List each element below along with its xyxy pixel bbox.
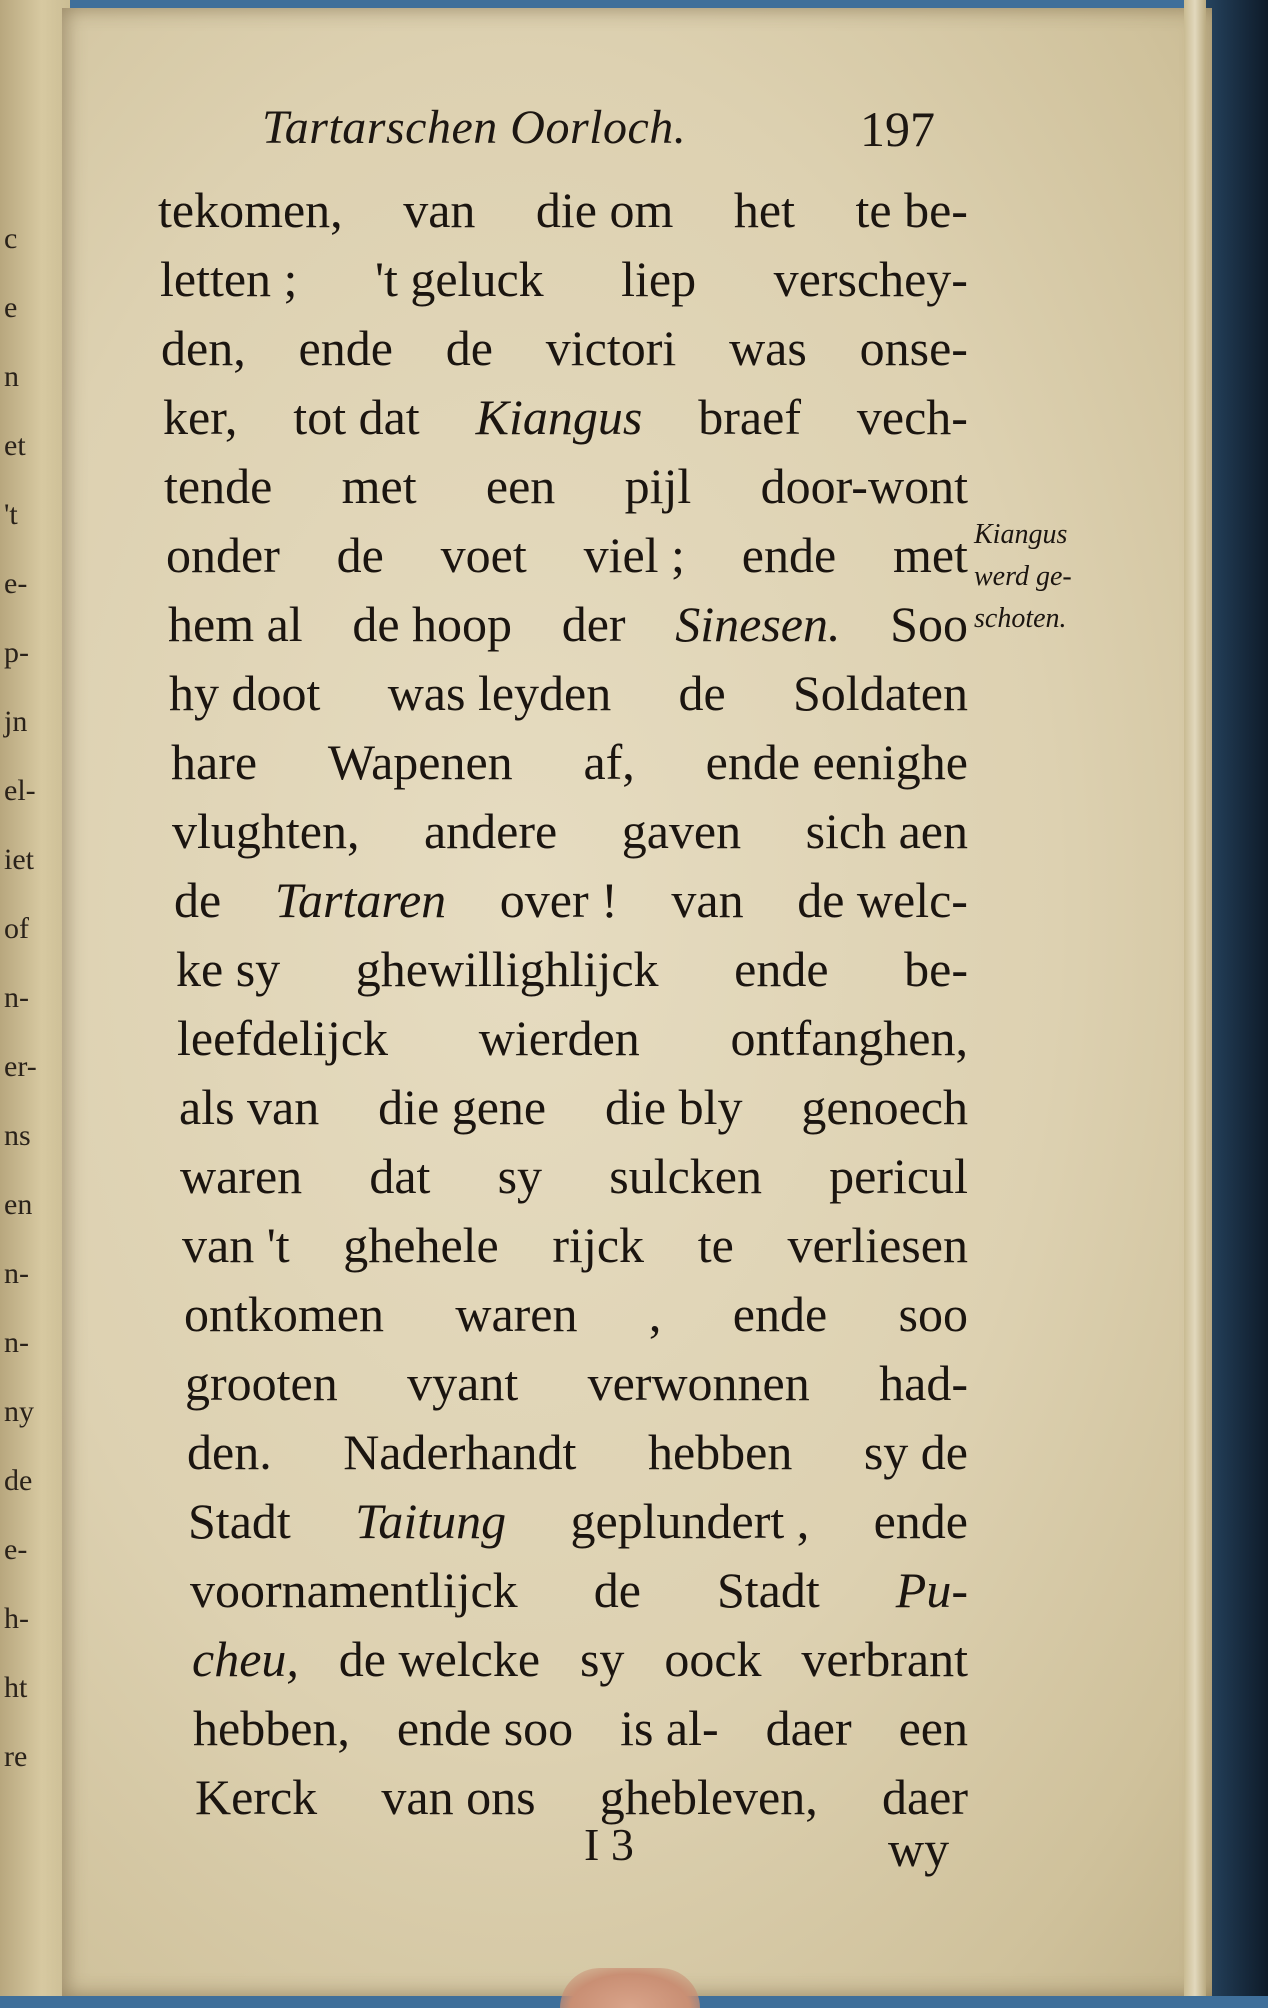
text-line — [158, 797, 968, 866]
word: de welcke — [338, 1631, 541, 1687]
word: hy doot — [169, 665, 321, 721]
text-line — [158, 1142, 968, 1211]
word: Kerck — [195, 1769, 318, 1825]
word: sy — [497, 1148, 543, 1204]
word: soo — [898, 1286, 968, 1342]
word: der — [561, 596, 626, 652]
word: hem al — [168, 596, 303, 652]
word: onder — [166, 527, 280, 583]
word: liep — [621, 251, 697, 307]
left-page-fragment: c — [4, 222, 18, 255]
text-line — [158, 1487, 968, 1556]
text-line — [158, 314, 968, 383]
word: voet — [440, 527, 527, 583]
word: verbrant — [801, 1631, 968, 1687]
left-page-fragment: iet — [4, 843, 34, 876]
word: geplundert , — [570, 1493, 810, 1549]
word: genoech — [801, 1079, 968, 1135]
left-page-fragment: p- — [4, 636, 29, 669]
text-line — [158, 245, 968, 314]
word: tekomen, — [158, 182, 343, 238]
word: daer — [765, 1700, 852, 1756]
word: hare — [171, 734, 258, 790]
word: vech- — [856, 389, 968, 445]
word: de — [174, 872, 222, 928]
word: van 't — [182, 1217, 290, 1273]
word: braef — [698, 389, 801, 445]
left-page-fragment: of — [4, 912, 29, 945]
catchword: wy — [888, 1821, 950, 1877]
word: sy — [579, 1631, 625, 1687]
word: met — [892, 527, 968, 583]
word: tende — [164, 458, 273, 514]
word: Tartaren — [274, 872, 447, 928]
word: had- — [879, 1355, 968, 1411]
word: pericul — [829, 1148, 968, 1204]
text-line — [158, 935, 968, 1004]
word: andere — [423, 803, 558, 859]
page-number: 197 — [860, 101, 935, 157]
word: af, — [583, 734, 635, 790]
signature-mark: I 3 — [584, 1819, 634, 1870]
word: was — [729, 320, 807, 376]
left-page-fragment: en — [4, 1188, 33, 1221]
word: is al- — [620, 1700, 719, 1756]
word: sulcken — [609, 1148, 762, 1204]
left-page-edge — [0, 0, 70, 1996]
left-page-fragment: h- — [4, 1602, 29, 1635]
text-line — [158, 176, 968, 245]
word: ghehele — [343, 1217, 499, 1273]
word: Naderhandt — [343, 1424, 577, 1480]
text-line — [158, 1625, 968, 1694]
text-line — [158, 452, 968, 521]
word: een — [485, 458, 556, 514]
word: sich aen — [805, 803, 968, 859]
text-line — [158, 590, 968, 659]
word: grooten — [185, 1355, 338, 1411]
word: ghebleven, — [599, 1769, 818, 1825]
word: ontkomen — [184, 1286, 384, 1342]
word: te be- — [855, 182, 968, 238]
word: ende — [741, 527, 837, 583]
word: die gene — [378, 1079, 547, 1135]
left-page-fragment: er- — [4, 1050, 37, 1083]
margin-note-line: werd ge- — [974, 561, 1072, 592]
word: ende — [873, 1493, 968, 1549]
left-page-fragment: et — [4, 429, 26, 462]
word: te — [697, 1217, 734, 1273]
thumb — [560, 1968, 700, 2008]
running-head: Tartarschen Oorloch. — [262, 101, 687, 154]
word: ende — [298, 320, 393, 376]
margin-note-line: Kiangus — [974, 519, 1068, 550]
word: een — [898, 1700, 968, 1756]
text-line — [158, 1280, 968, 1349]
word: den. — [187, 1424, 272, 1480]
left-page-fragment: el- — [4, 774, 36, 807]
left-page-fragment: e- — [4, 1533, 28, 1566]
left-page-fragment: n- — [4, 1257, 29, 1290]
word: ende eenighe — [705, 734, 968, 790]
word: pijl — [624, 458, 692, 514]
text-line — [158, 1694, 968, 1763]
text-line — [158, 521, 968, 590]
word: die bly — [605, 1079, 743, 1135]
word: verschey- — [773, 251, 968, 307]
word: die om — [535, 182, 674, 238]
text-line — [158, 1211, 968, 1280]
text-line — [158, 728, 968, 797]
left-page-fragment: ns — [4, 1119, 31, 1152]
body-text — [158, 176, 968, 1832]
word: de — [445, 320, 493, 376]
word: de — [593, 1562, 641, 1618]
word: cheu, — [192, 1631, 299, 1687]
word: ke sy — [176, 941, 281, 997]
page-fore-edge — [1184, 0, 1206, 1996]
word: victori — [545, 320, 677, 376]
word: wierden — [478, 1010, 640, 1066]
left-page-fragment: e — [4, 291, 18, 324]
word: van ons — [381, 1769, 536, 1825]
word: Taitung — [355, 1493, 507, 1549]
text-line — [158, 1349, 968, 1418]
word: met — [341, 458, 417, 514]
left-page-fragment: n — [4, 360, 19, 393]
word: Stadt — [188, 1493, 291, 1549]
word: door-wont — [760, 458, 968, 514]
text-line — [158, 1556, 968, 1625]
word: gaven — [621, 803, 742, 859]
word: was leyden — [387, 665, 612, 721]
word: de — [678, 665, 726, 721]
word: ende — [734, 941, 829, 997]
word: als van — [179, 1079, 320, 1135]
word: Stadt — [716, 1562, 820, 1618]
word: ontfanghen, — [730, 1010, 968, 1066]
word: vyant — [407, 1355, 519, 1411]
word: hebben, — [193, 1700, 350, 1756]
word: , — [648, 1286, 662, 1342]
word: de hoop — [352, 596, 513, 652]
text-line — [158, 1418, 968, 1487]
word: van — [671, 872, 744, 928]
left-page-fragment: ht — [4, 1671, 28, 1704]
word: 't geluck — [374, 251, 544, 307]
word: verliesen — [787, 1217, 968, 1273]
word: vlughten, — [172, 803, 360, 859]
word: be- — [904, 941, 968, 997]
left-page-fragment: de — [4, 1464, 33, 1497]
word: Sinesen. — [675, 596, 841, 652]
left-page-fragment: 't — [4, 498, 18, 531]
word: de welc- — [797, 872, 968, 928]
text-line — [158, 866, 968, 935]
word: ghewillighlijck — [355, 941, 659, 997]
book-page — [62, 8, 1212, 1996]
word: van — [403, 182, 476, 238]
text-line — [158, 1763, 968, 1832]
left-page-fragment: re — [4, 1740, 28, 1773]
word: leefdelijck — [177, 1010, 388, 1066]
word: voornamentlijck — [190, 1562, 518, 1618]
word: Pu- — [895, 1562, 968, 1618]
word: onse- — [859, 320, 968, 376]
word: tot dat — [293, 389, 420, 445]
left-page-fragment: n- — [4, 1326, 29, 1359]
text-line — [158, 383, 968, 452]
left-page-fragment: e- — [4, 567, 28, 600]
word: oock — [664, 1631, 762, 1687]
word: Soo — [890, 596, 968, 652]
word: de — [336, 527, 384, 583]
word: verwonnen — [587, 1355, 810, 1411]
left-page-fragment: ny — [4, 1395, 34, 1428]
text-line — [158, 1073, 968, 1142]
word: ker, — [163, 389, 238, 445]
left-page-fragment: jn — [4, 705, 28, 738]
word: waren — [455, 1286, 578, 1342]
word: ende — [732, 1286, 828, 1342]
word: over ! — [499, 872, 618, 928]
word: letten ; — [160, 251, 298, 307]
word: Wapenen — [327, 734, 513, 790]
word: waren — [180, 1148, 303, 1204]
word: viel ; — [583, 527, 685, 583]
word: den, — [161, 320, 246, 376]
word: rijck — [552, 1217, 645, 1273]
margin-note — [974, 514, 1072, 640]
margin-note-line: schoten. — [974, 603, 1067, 634]
word: dat — [369, 1148, 431, 1204]
word: het — [733, 182, 795, 238]
word: daer — [881, 1769, 968, 1825]
left-page-fragment: n- — [4, 981, 29, 1014]
word: Soldaten — [793, 665, 968, 721]
word: hebben — [647, 1424, 793, 1480]
word: sy de — [863, 1424, 968, 1480]
word: Kiangus — [475, 389, 643, 445]
word: ende soo — [396, 1700, 574, 1756]
text-line — [158, 1004, 968, 1073]
text-line — [158, 659, 968, 728]
